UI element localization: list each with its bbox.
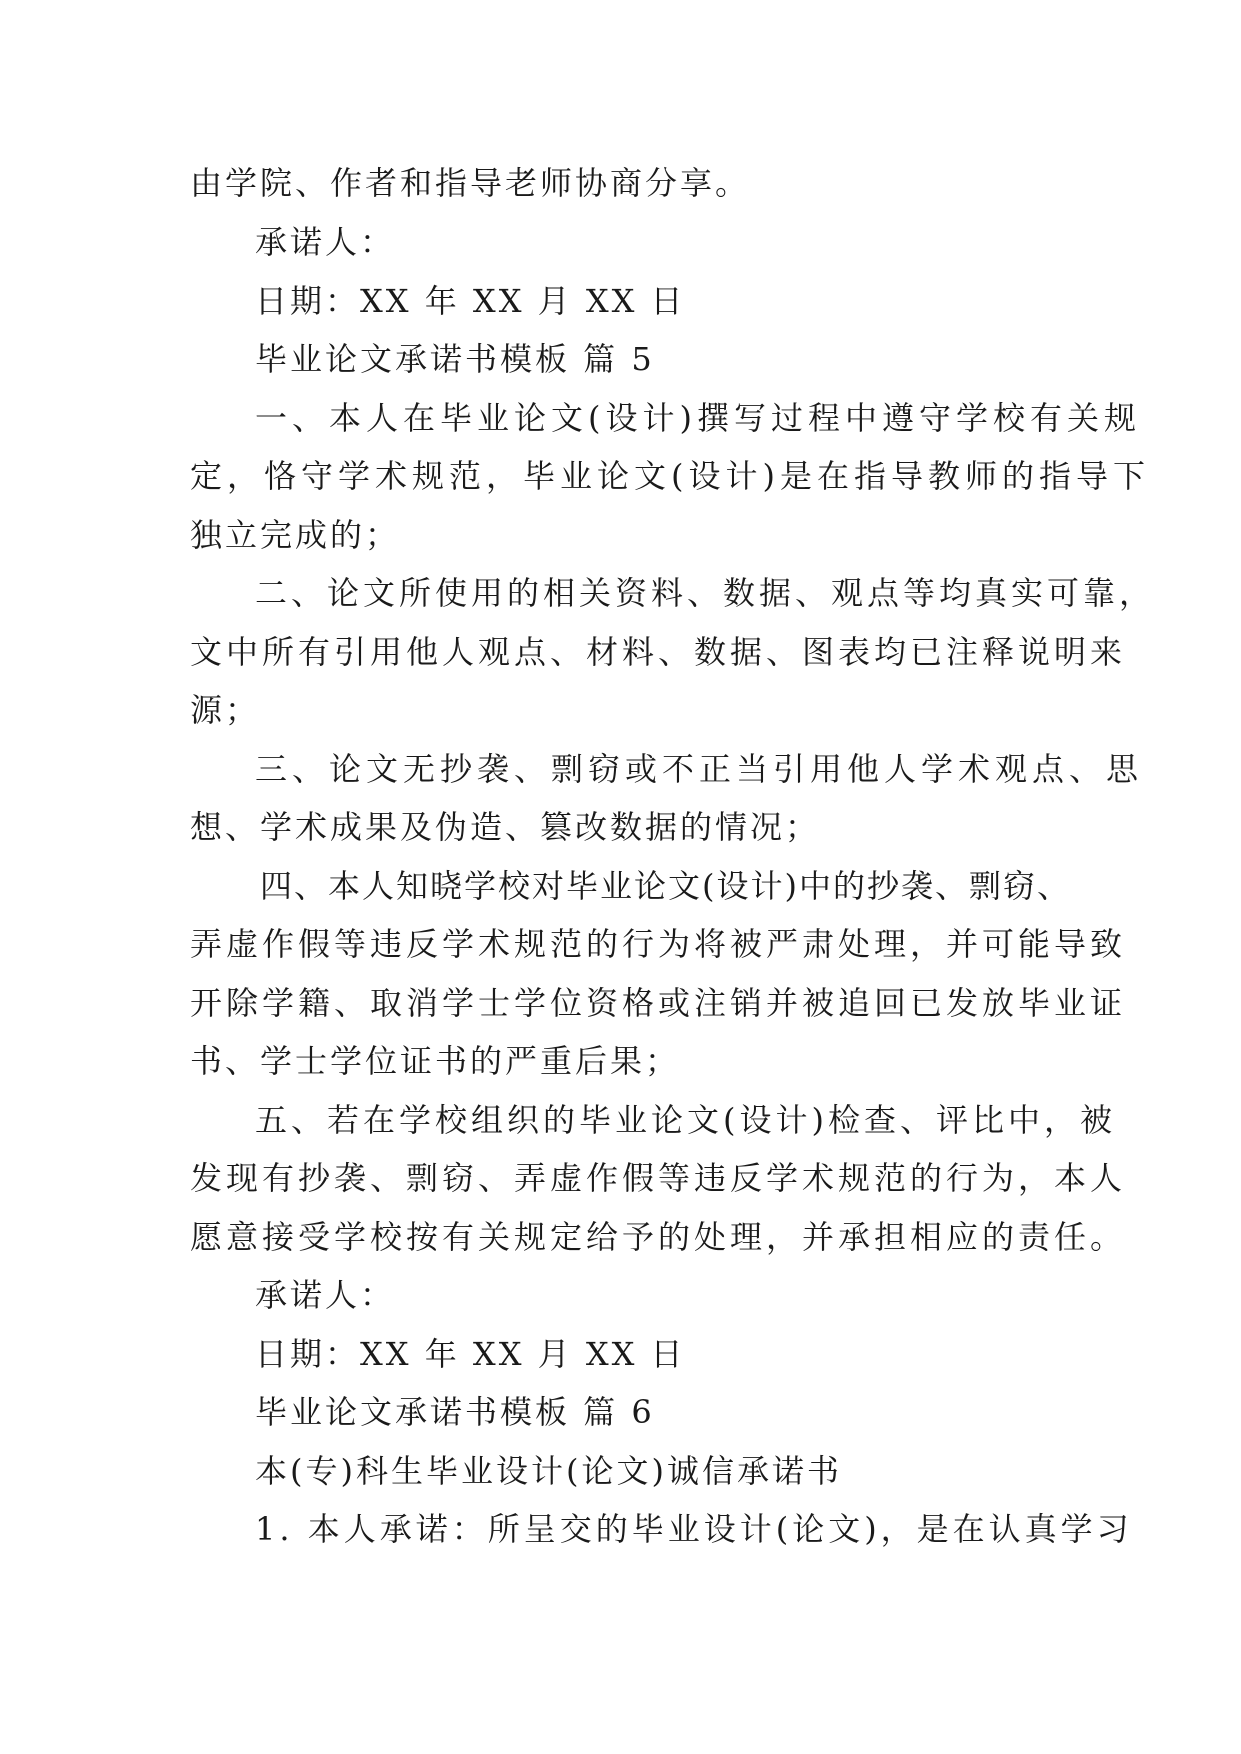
date-line: 日期：XX 年 XX 月 XX 日 [255,282,686,320]
paragraph-line: 三、论文无抄袭、剽窃或不正当引用他人学术观点、思 [255,750,1144,788]
paragraph-line: 由学院、作者和指导老师协商分享。 [190,164,751,202]
paragraph-line: 弄虚作假等违反学术规范的行为将被严肃处理，并可能导致 [190,925,1127,963]
document-subtitle: 本(专)科生毕业设计(论文)诚信承诺书 [255,1452,842,1490]
signature-label: 承诺人： [255,223,396,261]
paragraph-line: 开除学籍、取消学士学位资格或注销并被追回已发放毕业证 [190,984,1127,1022]
paragraph-line: 愿意接受学校按有关规定给予的处理，并承担相应的责任。 [190,1218,1127,1256]
paragraph-line: 定，恪守学术规范，毕业论文(设计)是在指导教师的指导下 [190,457,1150,495]
paragraph-line: 一、本人在毕业论文(设计)撰写过程中遵守学校有关规 [255,399,1141,437]
paragraph-line: 文中所有引用他人观点、材料、数据、图表均已注释说明来 [190,633,1127,671]
date-line: 日期：XX 年 XX 月 XX 日 [255,1335,686,1373]
paragraph-line: 五、若在学校组织的毕业论文(设计)检查、评比中，被 [255,1101,1116,1139]
paragraph-line: 书、学士学位证书的严重后果； [190,1042,681,1080]
paragraph-line: 1. 本人承诺：所呈交的毕业设计(论文)，是在认真学习 [255,1510,1133,1548]
section-heading: 毕业论文承诺书模板 篇 5 [255,340,655,378]
paragraph-line: 二、论文所使用的相关资料、数据、观点等均真实可靠， [255,574,1156,612]
paragraph-line: 发现有抄袭、剽窃、弄虚作假等违反学术规范的行为，本人 [190,1159,1127,1197]
paragraph-line: 四、本人知晓学校对毕业论文(设计)中的抄袭、剽窃、 [260,867,1071,905]
section-heading: 毕业论文承诺书模板 篇 6 [255,1393,655,1431]
paragraph-line: 想、学术成果及伪造、篡改数据的情况； [190,808,821,846]
paragraph-line: 源； [190,691,261,729]
signature-label: 承诺人： [255,1276,396,1314]
paragraph-line: 独立完成的； [190,516,401,554]
